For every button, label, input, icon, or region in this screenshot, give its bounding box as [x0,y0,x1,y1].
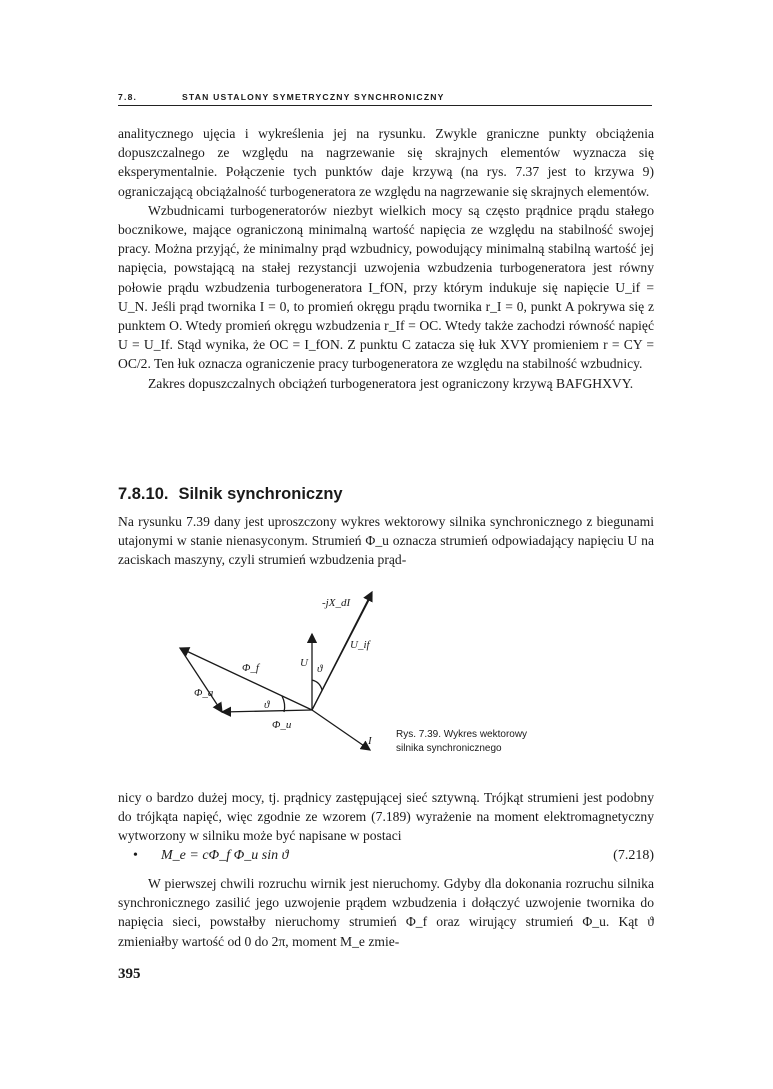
vector-diagram-svg [160,582,410,777]
vector-uif [312,594,372,710]
header-section-title: STAN USTALONY SYMETRYCZNY SYNCHRONICZNY [182,92,445,102]
vector-diagram [160,582,410,777]
section-intro [118,512,654,570]
vector-current [312,710,370,750]
equation-number: (7.218) [613,848,654,863]
label-theta-lower: ϑ [264,699,270,711]
paragraph-3: Zakres dopuszczalnych obciążeń turbogeneratora jest ograniczony krzywą BAFGHXVY. [148,375,634,391]
section-title: Silnik synchroniczny [178,485,343,503]
body-last [118,874,654,951]
figure-caption [396,728,576,756]
equation-bullet: • [133,848,138,863]
label-phi-u: Φ_u [272,719,292,731]
paragraph-2: Wzbudnicami turbogeneratorów niezbyt wielkich mocy są często prądnice prądu stałego bocznikowe, mające ograniczoną minimalną wartość napięcia ze względu na stabilność swojej pracy. Można przyjąć, że minimalny prąd wzbudnicy, powodujący minimalną stabilną wartość jej napięcia, powstającą na stałej rezystancji uzwojenia wzbudzenia turbogeneratora jest równy połowie prądu wzbudzenia turbogeneratora I_fON, przy którym indukuje się napięcie U_if = U_N. Jeśli prąd twornika I = 0, to promień okręgu prądu twornika r_I = 0, punkt A pokrywa się z punktem O. Wtedy promień okręgu wzbudzenia r_If = OC. Wtedy także zachodzi równość napięć U = U_If. Stąd wynika, że OC = I_fON. Z punktu C zatacza się łuk XVY promieniem r = CY = OC/2. Ten łuk oznacza ograniczenie pracy turbogeneratora ze względu na stabilność wzbudnicy. [118,202,654,372]
paragraph-after-figure: nicy o bardzo dużej mocy, tj. prądnicy zastępującej sieć sztywną. Trójkąt strumieni jest podobny do trójkąta napięć, więc zgodnie ze wzorem (7.189) wyrażenie na moment elektromagnetyczny wytworzony w silniku może być napisane w postaci [118,790,654,844]
label-uif: U_if [350,639,370,651]
paragraph-1: analitycznego ujęcia i wykreślenia jej na rysunku. Zwykle graniczne punkty obciążenia dopuszczalnego ze względu na nagrzewanie się skrajnych elementów wyznacza się eksperymentalnie. Połączenie tych punktów daje krzywą (na rys. 7.37 jest to krzywa 9) ograniczającą obciążalność turbogeneratora ze względu na nagrzewanie się skrajnych elementów. [118,126,654,199]
label-current: I [368,735,372,747]
running-header [118,92,654,112]
section-heading [118,485,654,504]
header-divider [118,105,652,106]
label-phi-f: Φ_f [242,662,259,674]
body-text-top [118,124,654,393]
section-number: 7.8.10. [118,485,169,503]
label-theta-upper: ϑ [317,663,323,675]
body-after-figure [118,788,654,846]
header-section-number: 7.8. [118,92,138,102]
label-phi-a: Φ_a [194,687,214,699]
page-number: 395 [118,966,141,982]
paragraph-last: W pierwszej chwili rozruchu wirnik jest nieruchomy. Gdyby dla dokonania rozruchu silnika synchronicznego zasilić jego uzwojenie prądem wzbudzenia i dołączyć uzwojenie twornika do napięcia sieci, powstałby nieruchomy strumień Φ_f oraz wirujący strumień Φ_u. Kąt ϑ zmieniałby wartość od 0 do 2π, moment M_e zmie- [118,876,654,949]
label-u: U [300,657,308,669]
equation-expression: M_e = cΦ_f Φ_u sin ϑ [161,848,289,863]
caption-line-2: silnika synchronicznego [396,743,502,754]
angle-arc-upper [312,680,322,690]
angle-arc-lower [282,696,285,712]
label-jxdi: -jX_dI [322,597,351,609]
equation-7-218 [133,848,654,868]
paragraph-section: Na rysunku 7.39 dany jest uproszczony wykres wektorowy silnika synchronicznego z biegunami utajonymi w stanie nienasyconym. Strumień Φ_u oznacza strumień odpowiadający napięciu U na zaciskach maszyny, czyli strumień wzbudzenia prąd- [118,514,654,568]
caption-line-1: Rys. 7.39. Wykres wektorowy [396,729,528,740]
